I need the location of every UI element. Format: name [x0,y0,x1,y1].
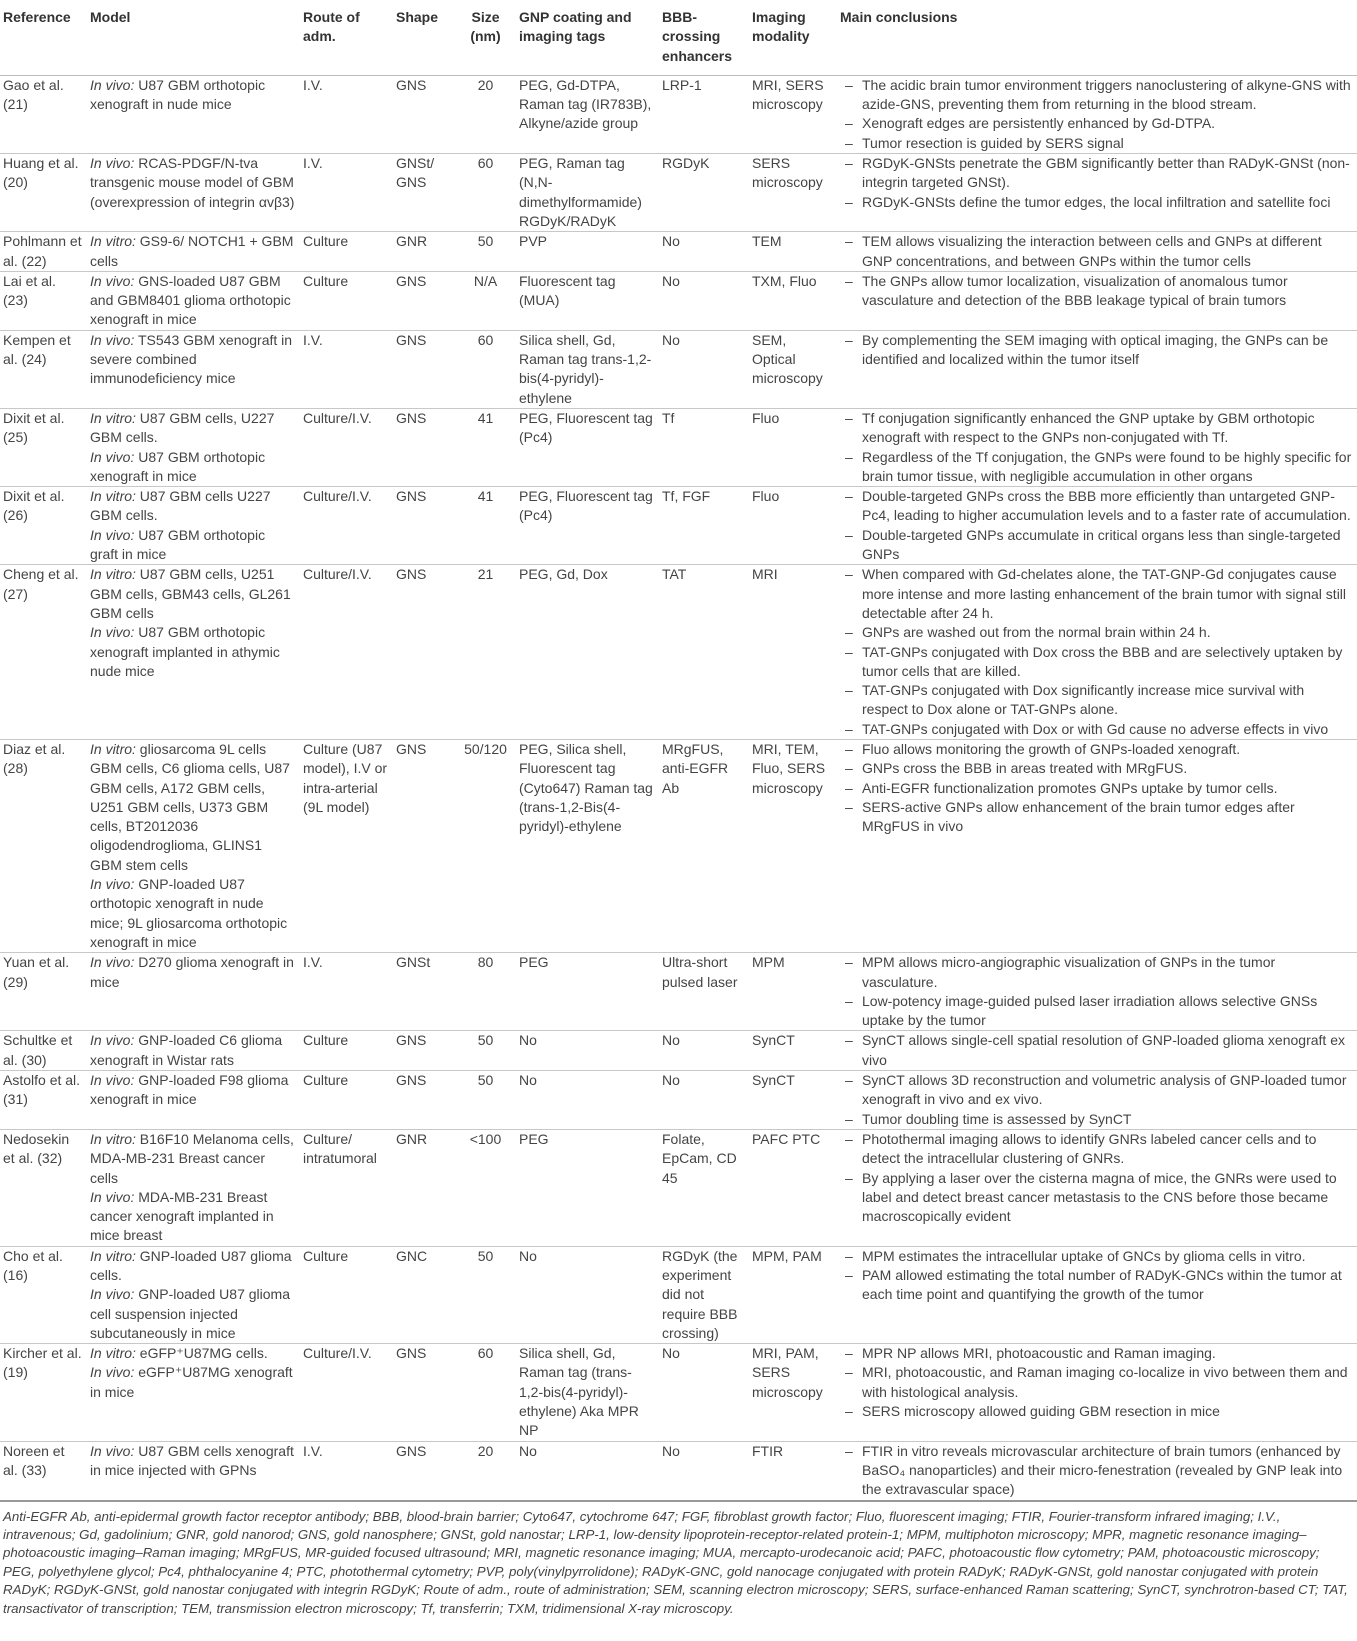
cell-route: I.V. [300,154,393,232]
conclusion-item: – The GNPs allow tumor localization, visualization of anomalous tumor vasculature and detection of the BBB leakage typical of brain tumors [840,272,1353,311]
cell-modality: TXM, Fluo [749,271,837,330]
cell-coating: PEG, Fluorescent tag (Pc4) [516,487,659,565]
model-part [90,272,296,330]
cell-coating: Fluorescent tag (MUA) [516,271,659,330]
table-row [0,953,1357,1031]
model-text: U87 GBM orthotopic xenograft in nude mice [90,76,266,113]
cell-conclusions [837,1071,1357,1130]
cell-model [87,739,300,952]
cell-enhancers: TAT [659,565,749,740]
model-label: In vivo: [90,155,135,172]
model-label: In vivo: [90,1286,135,1303]
conclusion-item: – TAT-GNPs conjugated with Dox cross the BBB and are selectively uptaken by tumor cells that are killed. [840,643,1353,682]
cell-reference: Yuan et al. (29) [0,953,87,1031]
table-row [0,1129,1357,1246]
cell-shape: GNS [393,1441,456,1500]
model-label: In vivo: [90,272,135,289]
cell-reference: Diaz et al. (28) [0,739,87,952]
conclusion-item: – SERS-active GNPs allow enhancement of the brain tumor edges after MRgFUS in vivo [840,798,1353,837]
cell-shape: GNS [393,1344,456,1441]
cell-modality: MRI, SERS microscopy [749,75,837,153]
cell-shape: GNS [393,1031,456,1071]
cell-enhancers: No [659,232,749,272]
model-text: U87 GBM orthotopic xenograft in mice [90,448,266,484]
header-shape: Shape [393,0,456,75]
cell-enhancers: Tf, FGF [659,487,749,565]
cell-coating: PEG, Silica shell, Fluorescent tag (Cyto647) Raman tag (trans-1,2-Bis(4-pyridyl)-ethylene [516,739,659,952]
cell-model [87,271,300,330]
conclusion-item: – GNPs are washed out from the normal brain within 24 h. [840,623,1353,642]
cell-size: 20 [456,1441,516,1500]
conclusion-list [840,154,1353,212]
model-text: D270 glioma xenograft in mice [90,954,294,990]
cell-modality: Fluo [749,408,837,486]
table-row [0,232,1357,272]
model-part [90,875,296,952]
cell-enhancers: No [659,1344,749,1441]
cell-coating: PEG, Fluorescent tag (Pc4) [516,408,659,486]
cell-enhancers: No [659,1441,749,1500]
header-enhancers: BBB-crossing enhancers [659,0,749,75]
conclusion-list [840,1071,1353,1129]
cell-shape: GNS [393,75,456,153]
model-label: In vivo: [90,876,135,893]
table-row [0,565,1357,740]
cell-size: 60 [456,1344,516,1441]
model-text: U87 GBM cells xenograft in mice injected with GPNs [90,1442,294,1478]
conclusion-item: – PAM allowed estimating the total number of RADyK-GNCs within the tumor at each time point and quantifying the growth of the tumor [840,1266,1353,1305]
cell-reference: Cheng et al. (27) [0,565,87,740]
cell-coating: No [516,1031,659,1071]
model-label: In vitro: [90,566,136,583]
cell-coating: No [516,1246,659,1343]
table-row [0,1031,1357,1071]
cell-modality: MPM, PAM [749,1246,837,1343]
cell-enhancers: RGDyK (the experiment did not require BBB crossing) [659,1246,749,1343]
conclusion-item: – By applying a laser over the cisterna magna of mice, the GNRs were used to label and detect breast cancer metastasis to the CNS before those became macroscopically evident [840,1169,1353,1227]
cell-conclusions [837,1344,1357,1441]
model-label: In vitro: [90,409,136,426]
model-label: In vivo: [90,1188,135,1205]
table-row [0,1441,1357,1500]
conclusion-item: – Regardless of the Tf conjugation, the GNPs were found to be highly specific for brain tumor tissue, with negligible accumulation in other organs [840,448,1353,487]
cell-conclusions [837,487,1357,565]
model-text: gliosarcoma 9L cells GBM cells, C6 glioma cells, U87 GBM cells, A172 GBM cells, U251 GBM cells, U373 GBM cells, BT2012036 oligodendroglioma, GLINS1 GBM stem cells [90,740,290,873]
cell-size: 41 [456,408,516,486]
cell-conclusions [837,271,1357,330]
conclusion-item: – Photothermal imaging allows to identify GNRs labeled cancer cells and to detect the intracellular clustering of GNRs. [840,1130,1353,1169]
cell-size: N/A [456,271,516,330]
cell-model [87,408,300,486]
cell-coating: PEG [516,953,659,1031]
cell-enhancers: RGDyK [659,154,749,232]
model-part [90,1031,296,1070]
cell-route: Culture/I.V. [300,1344,393,1441]
header-coating: GNP coating and imaging tags [516,0,659,75]
cell-reference: Pohlmann et al. (22) [0,232,87,272]
cell-shape: GNC [393,1246,456,1343]
conclusion-item: – Fluo allows monitoring the growth of GNPs-loaded xenograft. [840,740,1353,759]
table-row [0,739,1357,952]
table-body [0,75,1357,1500]
model-label: In vivo: [90,526,135,543]
cell-route: Culture [300,271,393,330]
cell-modality: SERS microscopy [749,154,837,232]
header-route: Route of adm. [300,0,393,75]
cell-modality: PAFC PTC [749,1129,837,1246]
conclusion-item: – SERS microscopy allowed guiding GBM resection in mice [840,1402,1353,1421]
model-text: GNP-loaded U87 glioma cell suspension injected subcutaneously in mice [90,1286,290,1341]
cell-route: I.V. [300,953,393,1031]
cell-modality: MRI, TEM, Fluo, SERS microscopy [749,739,837,952]
cell-conclusions [837,953,1357,1031]
header-reference: Reference [0,0,87,75]
model-part [90,1247,296,1286]
model-text: GNP-loaded U87 glioma cells. [90,1247,292,1283]
cell-shape: GNR [393,232,456,272]
model-text: eGFP⁺U87MG cells. [135,1345,268,1362]
model-part [90,1130,296,1188]
conclusion-item: – Double-targeted GNPs accumulate in critical organs less than single-targeted GNPs [840,526,1353,565]
conclusion-item: – Double-targeted GNPs cross the BBB more efficiently than untargeted GNP-Pc4, leading to higher accumulation levels and to a faster rate of accumulation. [840,487,1353,526]
cell-reference: Cho et al. (16) [0,1246,87,1343]
table-row [0,408,1357,486]
cell-size: 21 [456,565,516,740]
cell-modality: Fluo [749,487,837,565]
cell-enhancers: No [659,271,749,330]
cell-coating: No [516,1071,659,1130]
model-label: In vivo: [90,448,135,465]
conclusion-list [840,953,1353,1030]
model-text: GNP-loaded C6 glioma xenograft in Wistar rats [90,1032,283,1068]
cell-shape: GNS [393,330,456,408]
cell-size: 60 [456,330,516,408]
cell-model [87,330,300,408]
model-label: In vivo: [90,331,135,348]
cell-enhancers: No [659,1031,749,1071]
cell-model [87,1031,300,1071]
table-row [0,1344,1357,1441]
conclusion-item: – SynCT allows 3D reconstruction and volumetric analysis of GNP-loaded tumor xenograft in vivo and ex vivo. [840,1071,1353,1110]
cell-conclusions [837,565,1357,740]
table-row [0,330,1357,408]
table-row [0,154,1357,232]
model-text: U87 GBM cells, U227 GBM cells. [90,409,275,446]
cell-modality: SEM, Optical microscopy [749,330,837,408]
cell-conclusions [837,75,1357,153]
cell-route: Culture (U87 model), I.V or intra-arterial (9L model) [300,739,393,952]
cell-shape: GNR [393,1129,456,1246]
cell-coating: PEG, Raman tag (N,N-dimethylformamide) RGDyK/RADyK [516,154,659,232]
model-label: In vitro: [90,1130,136,1147]
cell-route: Culture [300,1071,393,1130]
cell-model [87,1129,300,1246]
conclusion-item: – MPR NP allows MRI, photoacoustic and Raman imaging. [840,1344,1353,1363]
cell-modality: SynCT [749,1031,837,1071]
model-part [90,76,296,115]
cell-route: Culture/ intratumoral [300,1129,393,1246]
table-header [0,0,1357,75]
conclusion-item: – RGDyK-GNSts define the tumor edges, the local infiltration and satellite foci [840,193,1353,212]
model-part [90,1363,296,1402]
header-conclusions: Main conclusions [837,0,1357,75]
model-text: U87 GBM orthotopic xenograft implanted in athymic nude mice [90,624,280,679]
conclusion-item: – TAT-GNPs conjugated with Dox or with Gd cause no adverse effects in vivo [840,720,1353,739]
cell-modality: MPM [749,953,837,1031]
cell-conclusions [837,1031,1357,1071]
cell-reference: Lai et al. (23) [0,271,87,330]
cell-coating: PVP [516,232,659,272]
cell-reference: Schultke et al. (30) [0,1031,87,1071]
cell-shape: GNSt [393,953,456,1031]
conclusion-item: – Anti-EGFR functionalization promotes GNPs uptake by tumor cells. [840,779,1353,798]
cell-enhancers: No [659,1071,749,1130]
cell-reference: Dixit et al. (26) [0,487,87,565]
table-row [0,487,1357,565]
cell-shape: GNS [393,487,456,565]
model-text: eGFP⁺U87MG xenograft in mice [90,1364,293,1400]
cell-enhancers: Tf [659,408,749,486]
model-text: MDA-MB-231 Breast cancer xenograft implanted in mice breast [90,1188,274,1244]
cell-route: Culture [300,1246,393,1343]
cell-route: I.V. [300,1441,393,1500]
cell-modality: MRI [749,565,837,740]
model-part [90,1071,296,1110]
conclusion-item: – MPM estimates the intracellular uptake of GNCs by glioma cells in vitro. [840,1247,1353,1266]
cell-reference: Gao et al. (21) [0,75,87,153]
cell-enhancers: Ultra-short pulsed laser [659,953,749,1031]
cell-reference: Nedosekin et al. (32) [0,1129,87,1246]
model-text: GS9-6/ NOTCH1 + GBM cells [90,233,294,269]
conclusion-list [840,232,1353,271]
model-part [90,487,296,526]
conclusion-list [840,740,1353,836]
cell-model [87,1441,300,1500]
cell-size: 20 [456,75,516,153]
model-part [90,409,296,448]
cell-shape: GNS [393,739,456,952]
model-part [90,448,296,487]
conclusion-list [840,1247,1353,1305]
cell-size: 50 [456,1246,516,1343]
model-text: U87 GBM cells U227 GBM cells. [90,488,271,524]
model-text: RCAS-PDGF/N-tva transgenic mouse model of GBM (overexpression of integrin αvβ3) [90,155,295,210]
table-row [0,1071,1357,1130]
conclusion-list [840,331,1353,370]
cell-size: 60 [456,154,516,232]
cell-conclusions [837,1129,1357,1246]
cell-conclusions [837,408,1357,486]
conclusion-item: – MRI, photoacoustic, and Raman imaging co-localize in vivo between them and with histological analysis. [840,1363,1353,1402]
model-part [90,953,296,992]
model-part [90,1285,296,1343]
cell-size: 50 [456,1031,516,1071]
conclusion-item: – GNPs cross the BBB in areas treated with MRgFUS. [840,759,1353,778]
cell-coating: PEG, Gd-DTPA, Raman tag (IR783B), Alkyne/azide group [516,75,659,153]
cell-shape: GNS [393,271,456,330]
cell-modality: TEM [749,232,837,272]
cell-conclusions [837,232,1357,272]
cell-shape: GNS [393,408,456,486]
model-text: GNS-loaded U87 GBM and GBM8401 glioma orthotopic xenograft in mice [90,272,291,328]
cell-model [87,75,300,153]
model-label: In vivo: [90,1442,135,1459]
cell-route: Culture/I.V. [300,565,393,740]
model-part [90,1442,296,1481]
conclusion-item: – Tumor resection is guided by SERS signal [840,134,1353,153]
cell-model [87,1344,300,1441]
model-label: In vitro: [90,1345,136,1362]
conclusion-list [840,76,1353,153]
cell-modality: FTIR [749,1441,837,1500]
cell-route: Culture [300,232,393,272]
model-label: In vitro: [90,488,136,505]
cell-model [87,1246,300,1343]
conclusion-list [840,1344,1353,1421]
table-row [0,75,1357,153]
model-label: In vivo: [90,624,135,641]
cell-model [87,565,300,740]
cell-size: <100 [456,1129,516,1246]
cell-route: I.V. [300,75,393,153]
cell-enhancers: LRP-1 [659,75,749,153]
cell-coating: No [516,1441,659,1500]
conclusion-item: – Low-potency image-guided pulsed laser irradiation allows selective GNSs uptake by the tumor [840,992,1353,1031]
cell-reference: Noreen et al. (33) [0,1441,87,1500]
cell-enhancers: No [659,330,749,408]
cell-shape: GNS [393,565,456,740]
conclusion-item: – Xenograft edges are persistently enhanced by Gd-DTPA. [840,114,1353,133]
cell-shape: GNSt/ GNS [393,154,456,232]
header-model: Model [87,0,300,75]
conclusion-list [840,409,1353,486]
conclusion-item: – TEM allows visualizing the interaction between cells and GNPs at different GNP concentrations, and between GNPs within the tumor cells [840,232,1353,271]
conclusion-list [840,1130,1353,1226]
model-part [90,740,296,875]
conclusion-item: – TAT-GNPs conjugated with Dox significantly increase mice survival with respect to Dox alone or TAT-GNPs alone. [840,681,1353,720]
cell-conclusions [837,739,1357,952]
cell-reference: Kircher et al. (19) [0,1344,87,1441]
cell-coating: Silica shell, Gd, Raman tag (trans-1,2-bis(4-pyridyl)-ethylene) Aka MPR NP [516,1344,659,1441]
cell-reference: Astolfo et al. (31) [0,1071,87,1130]
model-label: In vivo: [90,1032,135,1049]
model-part [90,1188,296,1246]
model-text: U87 GBM orthotopic graft in mice [90,526,266,563]
cell-coating: PEG, Gd, Dox [516,565,659,740]
cell-model [87,154,300,232]
model-part [90,154,296,212]
table-row [0,1246,1357,1343]
cell-model [87,232,300,272]
model-label: In vitro: [90,1247,136,1264]
conclusion-list [840,1442,1353,1500]
cell-route: I.V. [300,330,393,408]
conclusion-item: – MPM allows micro-angiographic visualization of GNPs in the tumor vasculature. [840,953,1353,992]
model-label: In vivo: [90,1364,135,1381]
model-part [90,331,296,389]
cell-conclusions [837,330,1357,408]
model-part [90,565,296,623]
conclusion-item: – Tumor doubling time is assessed by SynCT [840,1110,1353,1129]
cell-coating: PEG [516,1129,659,1246]
conclusion-list [840,1031,1353,1070]
model-text: GNP-loaded F98 glioma xenograft in mice [90,1072,289,1108]
conclusion-list [840,565,1353,739]
model-label: In vivo: [90,954,135,971]
header-row [0,0,1357,75]
model-text: U87 GBM cells, U251 GBM cells, GBM43 cells, GL261 GBM cells [90,566,291,621]
model-label: In vitro: [90,740,136,757]
cell-size: 50 [456,1071,516,1130]
conclusion-list [840,487,1353,564]
cell-enhancers: MRgFUS, anti-EGFR Ab [659,739,749,952]
cell-reference: Kempen et al. (24) [0,330,87,408]
cell-size: 80 [456,953,516,1031]
cell-reference: Dixit et al. (25) [0,408,87,486]
conclusion-item: – By complementing the SEM imaging with optical imaging, the GNPs can be identified and localized within the tumor itself [840,331,1353,370]
cell-model [87,487,300,565]
cell-shape: GNS [393,1071,456,1130]
model-text: B16F10 Melanoma cells, MDA-MB-231 Breast cancer cells [90,1130,294,1186]
cell-modality: SynCT [749,1071,837,1130]
conclusion-item: – RGDyK-GNSts penetrate the GBM significantly better than RADyK-GNSt (non-integrin targeted GNSt). [840,154,1353,193]
cell-reference: Huang et al. (20) [0,154,87,232]
cell-model [87,953,300,1031]
cell-enhancers: Folate, EpCam, CD 45 [659,1129,749,1246]
cell-route: Culture [300,1031,393,1071]
header-size: Size (nm) [456,0,516,75]
model-label: In vivo: [90,76,135,93]
cell-conclusions [837,1441,1357,1500]
conclusion-item: – Tf conjugation significantly enhanced the GNP uptake by GBM orthotopic xenograft with respect to the GNPs non-conjugated with Tf. [840,409,1353,448]
model-text: TS543 GBM xenograft in severe combined immunodeficiency mice [90,331,293,387]
cell-model [87,1071,300,1130]
model-part [90,232,296,271]
conclusion-item: – SynCT allows single-cell spatial resolution of GNP-loaded glioma xenograft ex vivo [840,1031,1353,1070]
cell-size: 41 [456,487,516,565]
cell-coating: Silica shell, Gd, Raman tag trans-1,2-bis(4-pyridyl)-ethylene [516,330,659,408]
conclusion-item: – FTIR in vitro reveals microvascular architecture of brain tumors (enhanced by BaSO₄ nanoparticles) and their micro-fenestration (revealed by GNP leak into the extravascular space) [840,1442,1353,1500]
table-footnote: Anti-EGFR Ab, anti-epidermal growth factor receptor antibody; BBB, blood-brain barrier; Cyto647, cytochrome 647; FGF, fibroblast growth factor; Fluo, fluorescent imaging; FTIR, Fourier-transform infrared imaging; I.V., intravenous; Gd, gadolinium; GNR, gold nanorod; GNS, gold nanosphere; GNSt, gold nanostar; LRP-1, low-density lipoprotein-receptor-related protein-1; MPM, multiphoton microscopy; MPR, magnetic resonance imaging–photoacoustic imaging–Raman imaging; MRgFUS, MR-guided focused ultrasound; MRI, magnetic resonance imaging; MUA, mercapto-urodecanoic acid; PAFC, photoacoustic flow cytometry; PAM, photoacoustic microscopy; PEG, polyethylene glycol; Pc4, phthalocyanine 4; PTC, photothermal cytometry; PVP, poly(vinylpyrrolidone); RADyK-GNC, gold nanocage conjugated with protein RADyK; RADyK-GNSt, gold nanostar conjugated with protein RADyK; RGDyK-GNSt, gold nanostar conjugated with integrin RGDyK; Route of adm., route of administration; SEM, scanning electron microscopy; SERS, surface-enhanced Raman scattering; SynCT, synchrotron-based CT; TAT, transactivator of transcription; TEM, transmission electron microscopy; Tf, transferrin; TXM, tridimensional X-ray microscopy. [0,1501,1357,1618]
header-modality: Imaging modality [749,0,837,75]
conclusion-item: – The acidic brain tumor environment triggers nanoclustering of alkyne-GNS with azide-GNS, preventing them from returning in the blood stream. [840,76,1353,115]
cell-conclusions [837,1246,1357,1343]
cell-route: Culture/I.V. [300,487,393,565]
cell-size: 50 [456,232,516,272]
cell-route: Culture/I.V. [300,408,393,486]
model-part [90,1344,296,1363]
cell-modality: MRI, PAM, SERS microscopy [749,1344,837,1441]
model-part [90,623,296,681]
model-label: In vivo: [90,1072,135,1089]
cell-conclusions [837,154,1357,232]
table-row [0,271,1357,330]
model-label: In vitro: [90,233,136,250]
conclusion-list [840,272,1353,311]
conclusion-item: – When compared with Gd-chelates alone, the TAT-GNP-Gd conjugates cause more intense and more lasting enhancement of the brain tumor with signal still detectable after 24 h. [840,565,1353,623]
cell-size: 50/120 [456,739,516,952]
model-part [90,526,296,565]
model-text: GNP-loaded U87 orthotopic xenograft in nude mice; 9L gliosarcoma orthotopic xenograft in mice [90,876,288,950]
